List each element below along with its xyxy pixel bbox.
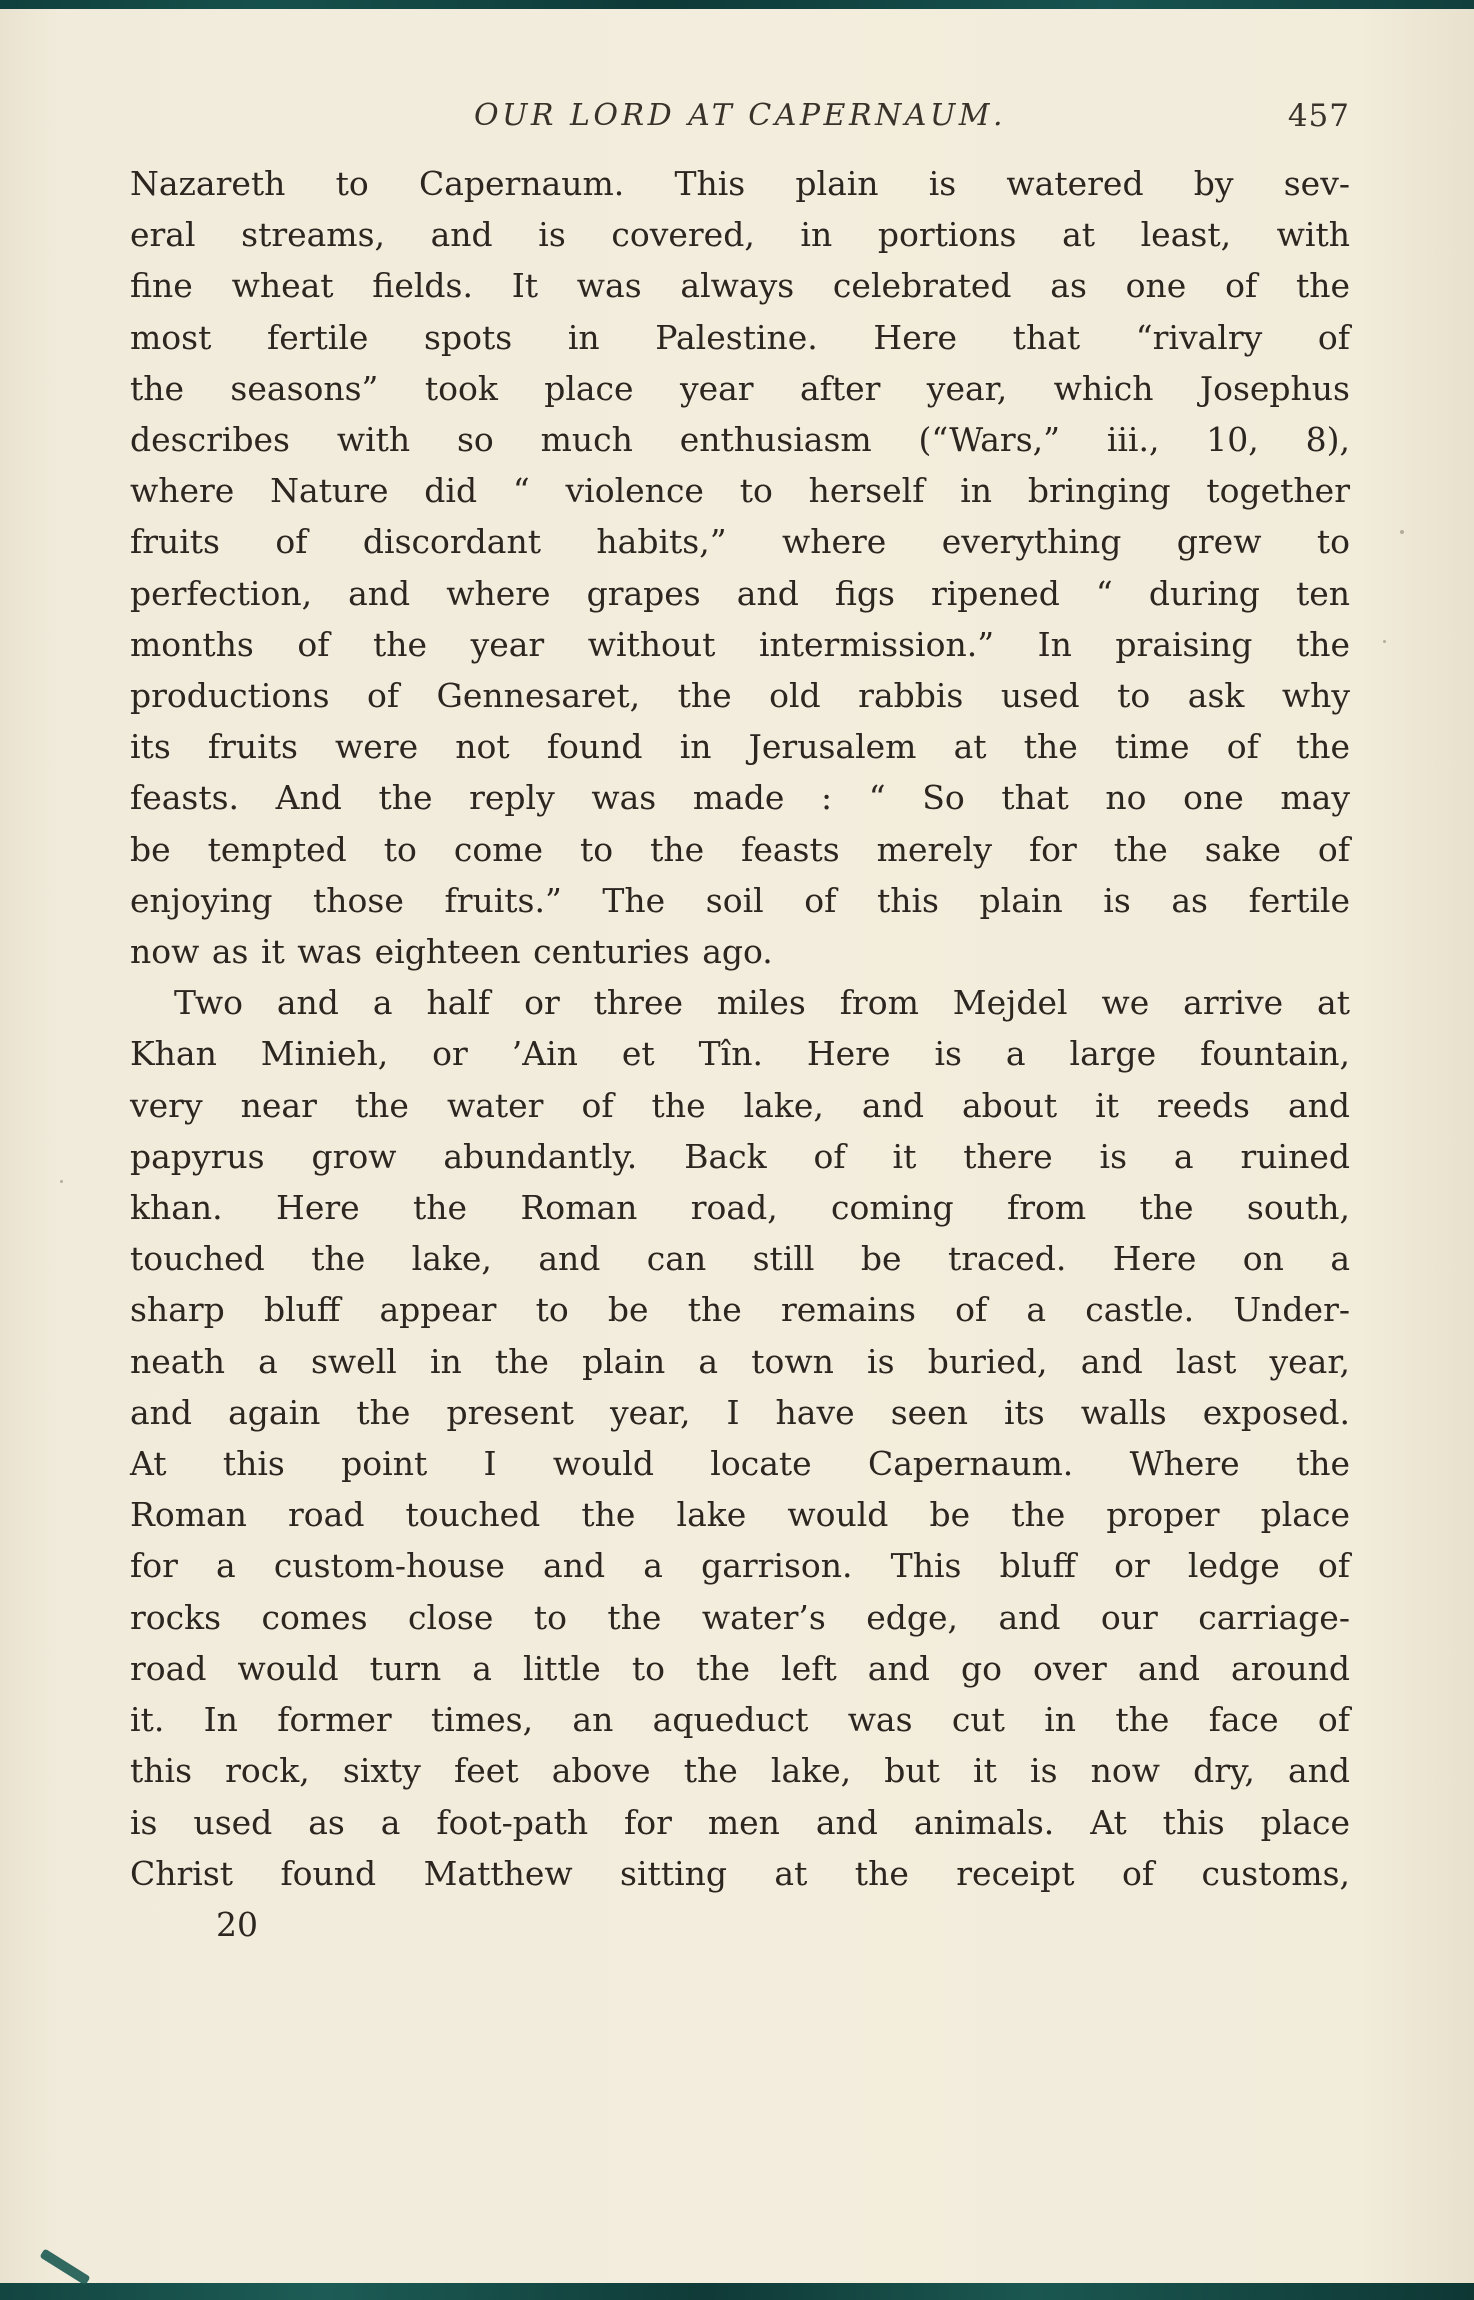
- text-line: fine wheat fields. It was always celebrated as one of the: [130, 266, 1350, 306]
- signature-mark: 20: [216, 1904, 258, 1944]
- text-line: it. In former times, an aqueduct was cut in the face of: [130, 1700, 1350, 1740]
- text-line: eral streams, and is covered, in portions at least, with: [130, 215, 1350, 255]
- text-line: most fertile spots in Palestine. Here that “rivalry of: [130, 317, 1350, 357]
- text-line: road would turn a little to the left and go over and around: [130, 1648, 1350, 1688]
- text-line: neath a swell in the plain a town is buried, and last year,: [130, 1341, 1350, 1381]
- text-line: be tempted to come to the feasts merely for the sake of: [130, 829, 1350, 869]
- page-number: 457: [1287, 98, 1350, 134]
- text-line: is used as a foot-path for men and animals. At this place: [130, 1802, 1350, 1842]
- text-line: describes with so much enthusiasm (“Wars,” iii., 10, 8),: [130, 420, 1350, 460]
- text-line: At this point I would locate Capernaum. Where the: [130, 1444, 1350, 1484]
- paragraph: [130, 158, 1350, 977]
- text-line: papyrus grow abundantly. Back of it there is a ruined: [130, 1136, 1350, 1176]
- scan-edge-top: [0, 0, 1474, 9]
- text-line: Khan Minieh, or ’Ain et Tîn. Here is a large fountain,: [130, 1034, 1350, 1074]
- text-line: sharp bluff appear to be the remains of a castle. Under-: [130, 1290, 1350, 1330]
- text-line: its fruits were not found in Jerusalem at the time of the: [130, 727, 1350, 767]
- text-line: khan. Here the Roman road, coming from the south,: [130, 1188, 1350, 1228]
- text-line: Roman road touched the lake would be the proper place: [130, 1495, 1350, 1535]
- text-line: rocks comes close to the water’s edge, and our carriage-: [130, 1597, 1350, 1637]
- text-line: Christ found Matthew sitting at the receipt of customs,: [130, 1853, 1350, 1893]
- page-header: [130, 98, 1350, 142]
- text-line: very near the water of the lake, and about it reeds and: [130, 1085, 1350, 1125]
- text-line: perfection, and where grapes and figs ripened “ during ten: [130, 573, 1350, 613]
- text-line: months of the year without intermission.” In praising the: [130, 624, 1350, 664]
- text-line: touched the lake, and can still be traced. Here on a: [130, 1239, 1350, 1279]
- text-line: enjoying those fruits.” The soil of this plain is as fertile: [130, 880, 1350, 920]
- text-line: now as it was eighteen centuries ago.: [130, 932, 773, 972]
- text-line: productions of Gennesaret, the old rabbis used to ask why: [130, 676, 1350, 716]
- text-line: Two and a half or three miles from Mejdel we arrive at: [174, 983, 1350, 1023]
- scan-speck: [60, 1180, 63, 1183]
- paragraph: [130, 977, 1350, 1899]
- text-line: the seasons” took place year after year, which Josephus: [130, 368, 1350, 408]
- running-title: OUR LORD AT CAPERNAUM.: [473, 98, 1006, 133]
- text-block: [130, 158, 1350, 1950]
- scan-speck: [1400, 530, 1404, 534]
- scan-edge-bottom: [0, 2283, 1474, 2300]
- text-line: fruits of discordant habits,” where everything grew to: [130, 522, 1350, 562]
- text-line: where Nature did “ violence to herself in bringing together: [130, 471, 1350, 511]
- scan-corner-mark: [39, 2248, 90, 2285]
- text-line: this rock, sixty feet above the lake, but it is now dry, and: [130, 1751, 1350, 1791]
- scan-speck: [1383, 640, 1386, 643]
- text-line: and again the present year, I have seen its walls exposed.: [130, 1392, 1350, 1432]
- text-line: for a custom-house and a garrison. This bluff or ledge of: [130, 1546, 1350, 1586]
- text-line: Nazareth to Capernaum. This plain is watered by sev-: [130, 164, 1350, 203]
- text-line: feasts. And the reply was made : “ So that no one may: [130, 778, 1350, 818]
